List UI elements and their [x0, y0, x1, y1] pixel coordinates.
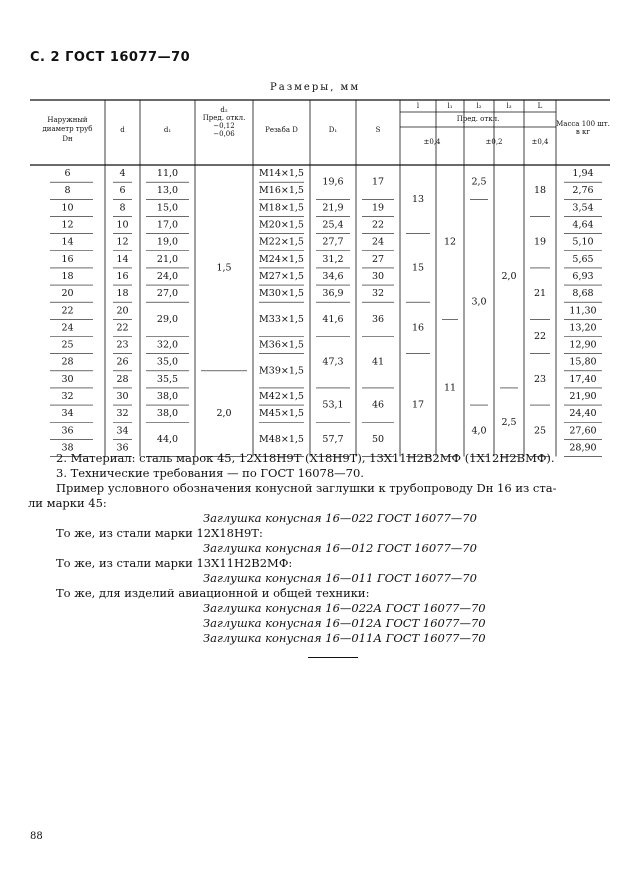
cell-dn: 25 [61, 339, 74, 351]
header-dn-line2: диаметр труб [42, 125, 93, 133]
cell-mass: 13,20 [569, 322, 597, 334]
cell-D1: 31,2 [322, 253, 344, 265]
cell-dn: 24 [61, 322, 74, 334]
cell-d1: 11,0 [156, 168, 179, 180]
cell-L: 18 [533, 185, 547, 197]
same-steel-2: То же, из стали марки 13Х11Н2В2МФ: [56, 556, 293, 570]
cell-l2: 2,5 [471, 176, 487, 188]
header-mass-line2: в кг [575, 128, 591, 136]
cell-d1: 17,0 [156, 219, 179, 231]
cell-thread: M33×1,5 [259, 313, 304, 325]
cell-dn: 6 [64, 168, 71, 180]
cell-d: 36 [116, 442, 129, 454]
cell-mass: 11,30 [569, 305, 597, 317]
cell-d1: 44,0 [156, 433, 179, 445]
cell-d: 22 [116, 322, 129, 334]
example-intro-cont: ли марки 45: [28, 496, 107, 510]
cell-D1: 53,1 [322, 399, 344, 411]
cell-D1: 36,9 [322, 288, 344, 300]
cell-d: 18 [116, 288, 129, 300]
cell-mass: 27,60 [569, 425, 597, 437]
cell-S: 30 [371, 270, 385, 282]
header-dn-line1: Наружный [47, 116, 88, 124]
cell-S: 46 [371, 399, 385, 411]
cell-thread: M36×1,5 [259, 339, 304, 351]
cell-dn: 28 [61, 356, 74, 368]
cell-d: 28 [116, 373, 129, 385]
cell-d: 32 [116, 408, 129, 420]
cell-d: 34 [116, 425, 129, 437]
cell-dn: 36 [61, 425, 74, 437]
cell-d: 6 [119, 185, 126, 197]
cell-S: 19 [371, 202, 385, 214]
cell-d1: 27,0 [156, 288, 179, 300]
cell-L: 25 [533, 425, 547, 437]
header-thread: Резьба D [265, 126, 298, 134]
example-designation-3: Заглушка конусная 16—011 ГОСТ 16077—70 [203, 571, 477, 585]
cell-d: 10 [116, 219, 129, 231]
cell-dn: 8 [64, 185, 71, 197]
cell-dn: 30 [61, 373, 74, 385]
cell-thread: M16×1,5 [259, 185, 304, 197]
cell-dn: 38 [61, 442, 74, 454]
note-requirements: 3. Технические требования — по ГОСТ 16078—70. [56, 466, 364, 480]
header-dn-line3: Dн [62, 135, 73, 143]
cell-l: 16 [411, 322, 425, 334]
cell-l1: 12 [443, 236, 457, 248]
cell-dn: 12 [61, 219, 74, 231]
cell-mass: 17,40 [569, 373, 597, 385]
note-material: 2. Материал: сталь марок 45, 12Х18Н9Т (Х18Н9Т), 13Х11Н2В2МФ (1Х12Н2ВМФ). [56, 451, 555, 465]
cell-S: 24 [371, 236, 385, 248]
cell-S: 22 [371, 219, 385, 231]
cell-d: 8 [119, 202, 126, 214]
cell-mass: 21,90 [569, 391, 597, 403]
example-designation-2: Заглушка конусная 16—012 ГОСТ 16077—70 [203, 541, 477, 555]
cell-D1: 34,6 [322, 270, 344, 282]
cell-thread: M45×1,5 [259, 408, 304, 420]
cell-L: 19 [533, 236, 547, 248]
header-l1: l₁ [447, 102, 453, 110]
cell-thread: M27×1,5 [259, 270, 304, 282]
cell-dn: 34 [61, 408, 74, 420]
cell-mass: 1,94 [572, 168, 594, 180]
cell-dn: 32 [61, 391, 74, 403]
cell-thread: M39×1,5 [259, 365, 304, 377]
page-number: 88 [30, 831, 43, 842]
cell-D1: 25,4 [322, 219, 344, 231]
cell-d: 16 [116, 270, 129, 282]
cell-d1: 32,0 [156, 339, 179, 351]
header-tol-L: ±0,4 [531, 138, 549, 146]
cell-D1: 27,7 [322, 236, 344, 248]
cell-l3: 2,0 [501, 270, 517, 282]
cell-d1: 38,0 [156, 408, 179, 420]
header-d2-lower: −0,06 [213, 130, 235, 138]
example-designation-4: Заглушка конусная 16—022А ГОСТ 16077—70 [203, 601, 486, 615]
cell-l: 15 [411, 262, 425, 274]
cell-d1: 38,0 [156, 391, 179, 403]
cell-l: 17 [411, 399, 425, 411]
header-l3: l₃ [506, 102, 512, 110]
end-rule [308, 657, 358, 658]
header-tol-l2: ±0,2 [485, 138, 503, 146]
cell-thread: M48×1,5 [259, 433, 304, 445]
example-designation-6: Заглушка конусная 16—011А ГОСТ 16077—70 [203, 631, 486, 645]
cell-mass: 28,90 [569, 442, 597, 454]
header-mass-line1: Масса 100 шт. [556, 120, 610, 128]
cell-mass: 6,93 [572, 270, 594, 282]
sizes-caption: Размеры, мм [270, 82, 361, 93]
notes-block [28, 451, 608, 646]
cell-d: 12 [116, 236, 129, 248]
cell-dn: 10 [61, 202, 74, 214]
header-l: l [416, 102, 420, 110]
cell-mass: 12,90 [569, 339, 597, 351]
header-tol-l: ±0,4 [423, 138, 441, 146]
cell-S: 36 [371, 313, 385, 325]
cell-d: 30 [116, 391, 129, 403]
cell-d1: 13,0 [156, 185, 179, 197]
cell-L: 21 [533, 288, 547, 300]
cell-d: 26 [116, 356, 129, 368]
cell-thread: M18×1,5 [259, 202, 304, 214]
cell-d1: 29,0 [156, 313, 179, 325]
cell-thread: M22×1,5 [259, 236, 304, 248]
cell-d1: 15,0 [156, 202, 179, 214]
example-designation-5: Заглушка конусная 16—012А ГОСТ 16077—70 [203, 616, 486, 630]
cell-D1: 57,7 [322, 433, 344, 445]
cell-S: 17 [371, 176, 385, 188]
header-S: S [375, 126, 381, 134]
cell-d1: 21,0 [156, 253, 179, 265]
cell-D1: 21,9 [322, 202, 344, 214]
cell-thread: M20×1,5 [259, 219, 304, 231]
cell-dn: 22 [61, 305, 74, 317]
cell-L: 22 [533, 331, 547, 342]
cell-l2: 3,0 [471, 296, 487, 308]
example-designation-1: Заглушка конусная 16—022 ГОСТ 16077—70 [203, 511, 477, 525]
cell-mass: 15,80 [569, 356, 597, 368]
cell-D1: 19,6 [322, 176, 344, 188]
header-tol-caption: Пред. откл. [456, 115, 500, 123]
header-d1: d₁ [163, 126, 172, 134]
cell-dn: 20 [61, 288, 74, 300]
cell-mass: 2,76 [572, 185, 594, 197]
cell-mass: 5,65 [572, 253, 594, 265]
cell-d1: 19,0 [156, 236, 179, 248]
cell-thread: M30×1,5 [259, 288, 304, 300]
cell-d1: 35,0 [156, 356, 179, 368]
cell-thread: M24×1,5 [259, 253, 304, 265]
cell-d2: 1,5 [216, 262, 232, 274]
cell-S: 41 [371, 356, 385, 368]
cell-mass: 5,10 [572, 236, 594, 248]
cell-mass: 24,40 [569, 408, 597, 420]
cell-thread: M42×1,5 [259, 391, 304, 403]
header-d2-tol: Пред. откл. [202, 114, 246, 122]
cell-l3: 2,5 [501, 416, 517, 428]
header-D1: D₁ [328, 126, 338, 134]
cell-l2: 4,0 [471, 425, 487, 437]
example-intro: Пример условного обозначения конусной заглушки к трубопроводу Dн 16 из ста- [56, 481, 557, 495]
cell-d1: 24,0 [156, 270, 179, 282]
same-aviation: То же, для изделий авиационной и общей техники: [56, 586, 370, 600]
cell-S: 50 [371, 433, 385, 445]
header-d2-upper: −0,12 [213, 122, 235, 130]
cell-l1: 11 [443, 382, 457, 394]
cell-mass: 8,68 [572, 288, 594, 300]
same-steel-1: То же, из стали марки 12Х18Н9Т: [56, 526, 263, 540]
cell-dn: 16 [61, 253, 74, 265]
header-L: L [537, 102, 543, 110]
cell-d1: 35,5 [156, 373, 179, 385]
cell-dn: 18 [61, 270, 74, 282]
cell-mass: 4,64 [572, 219, 594, 231]
header-d: d [120, 126, 125, 134]
cell-D1: 47,3 [322, 356, 344, 368]
cell-S: 27 [371, 253, 385, 265]
header-d2: d₂ [220, 106, 228, 114]
cell-d2: 2,0 [216, 408, 232, 420]
cell-D1: 41,6 [322, 313, 344, 325]
cell-S: 32 [371, 288, 385, 300]
cell-dn: 14 [61, 236, 74, 248]
cell-L: 23 [533, 373, 547, 385]
cell-l: 13 [411, 193, 425, 205]
page-header: С. 2 ГОСТ 16077—70 [30, 50, 191, 65]
cell-d: 4 [119, 168, 126, 180]
cell-mass: 3,54 [572, 202, 594, 214]
cell-d: 14 [116, 253, 129, 265]
cell-d: 23 [116, 339, 129, 351]
header-l2: l₂ [476, 102, 482, 110]
cell-d: 20 [116, 305, 129, 317]
cell-thread: M14×1,5 [259, 168, 304, 180]
